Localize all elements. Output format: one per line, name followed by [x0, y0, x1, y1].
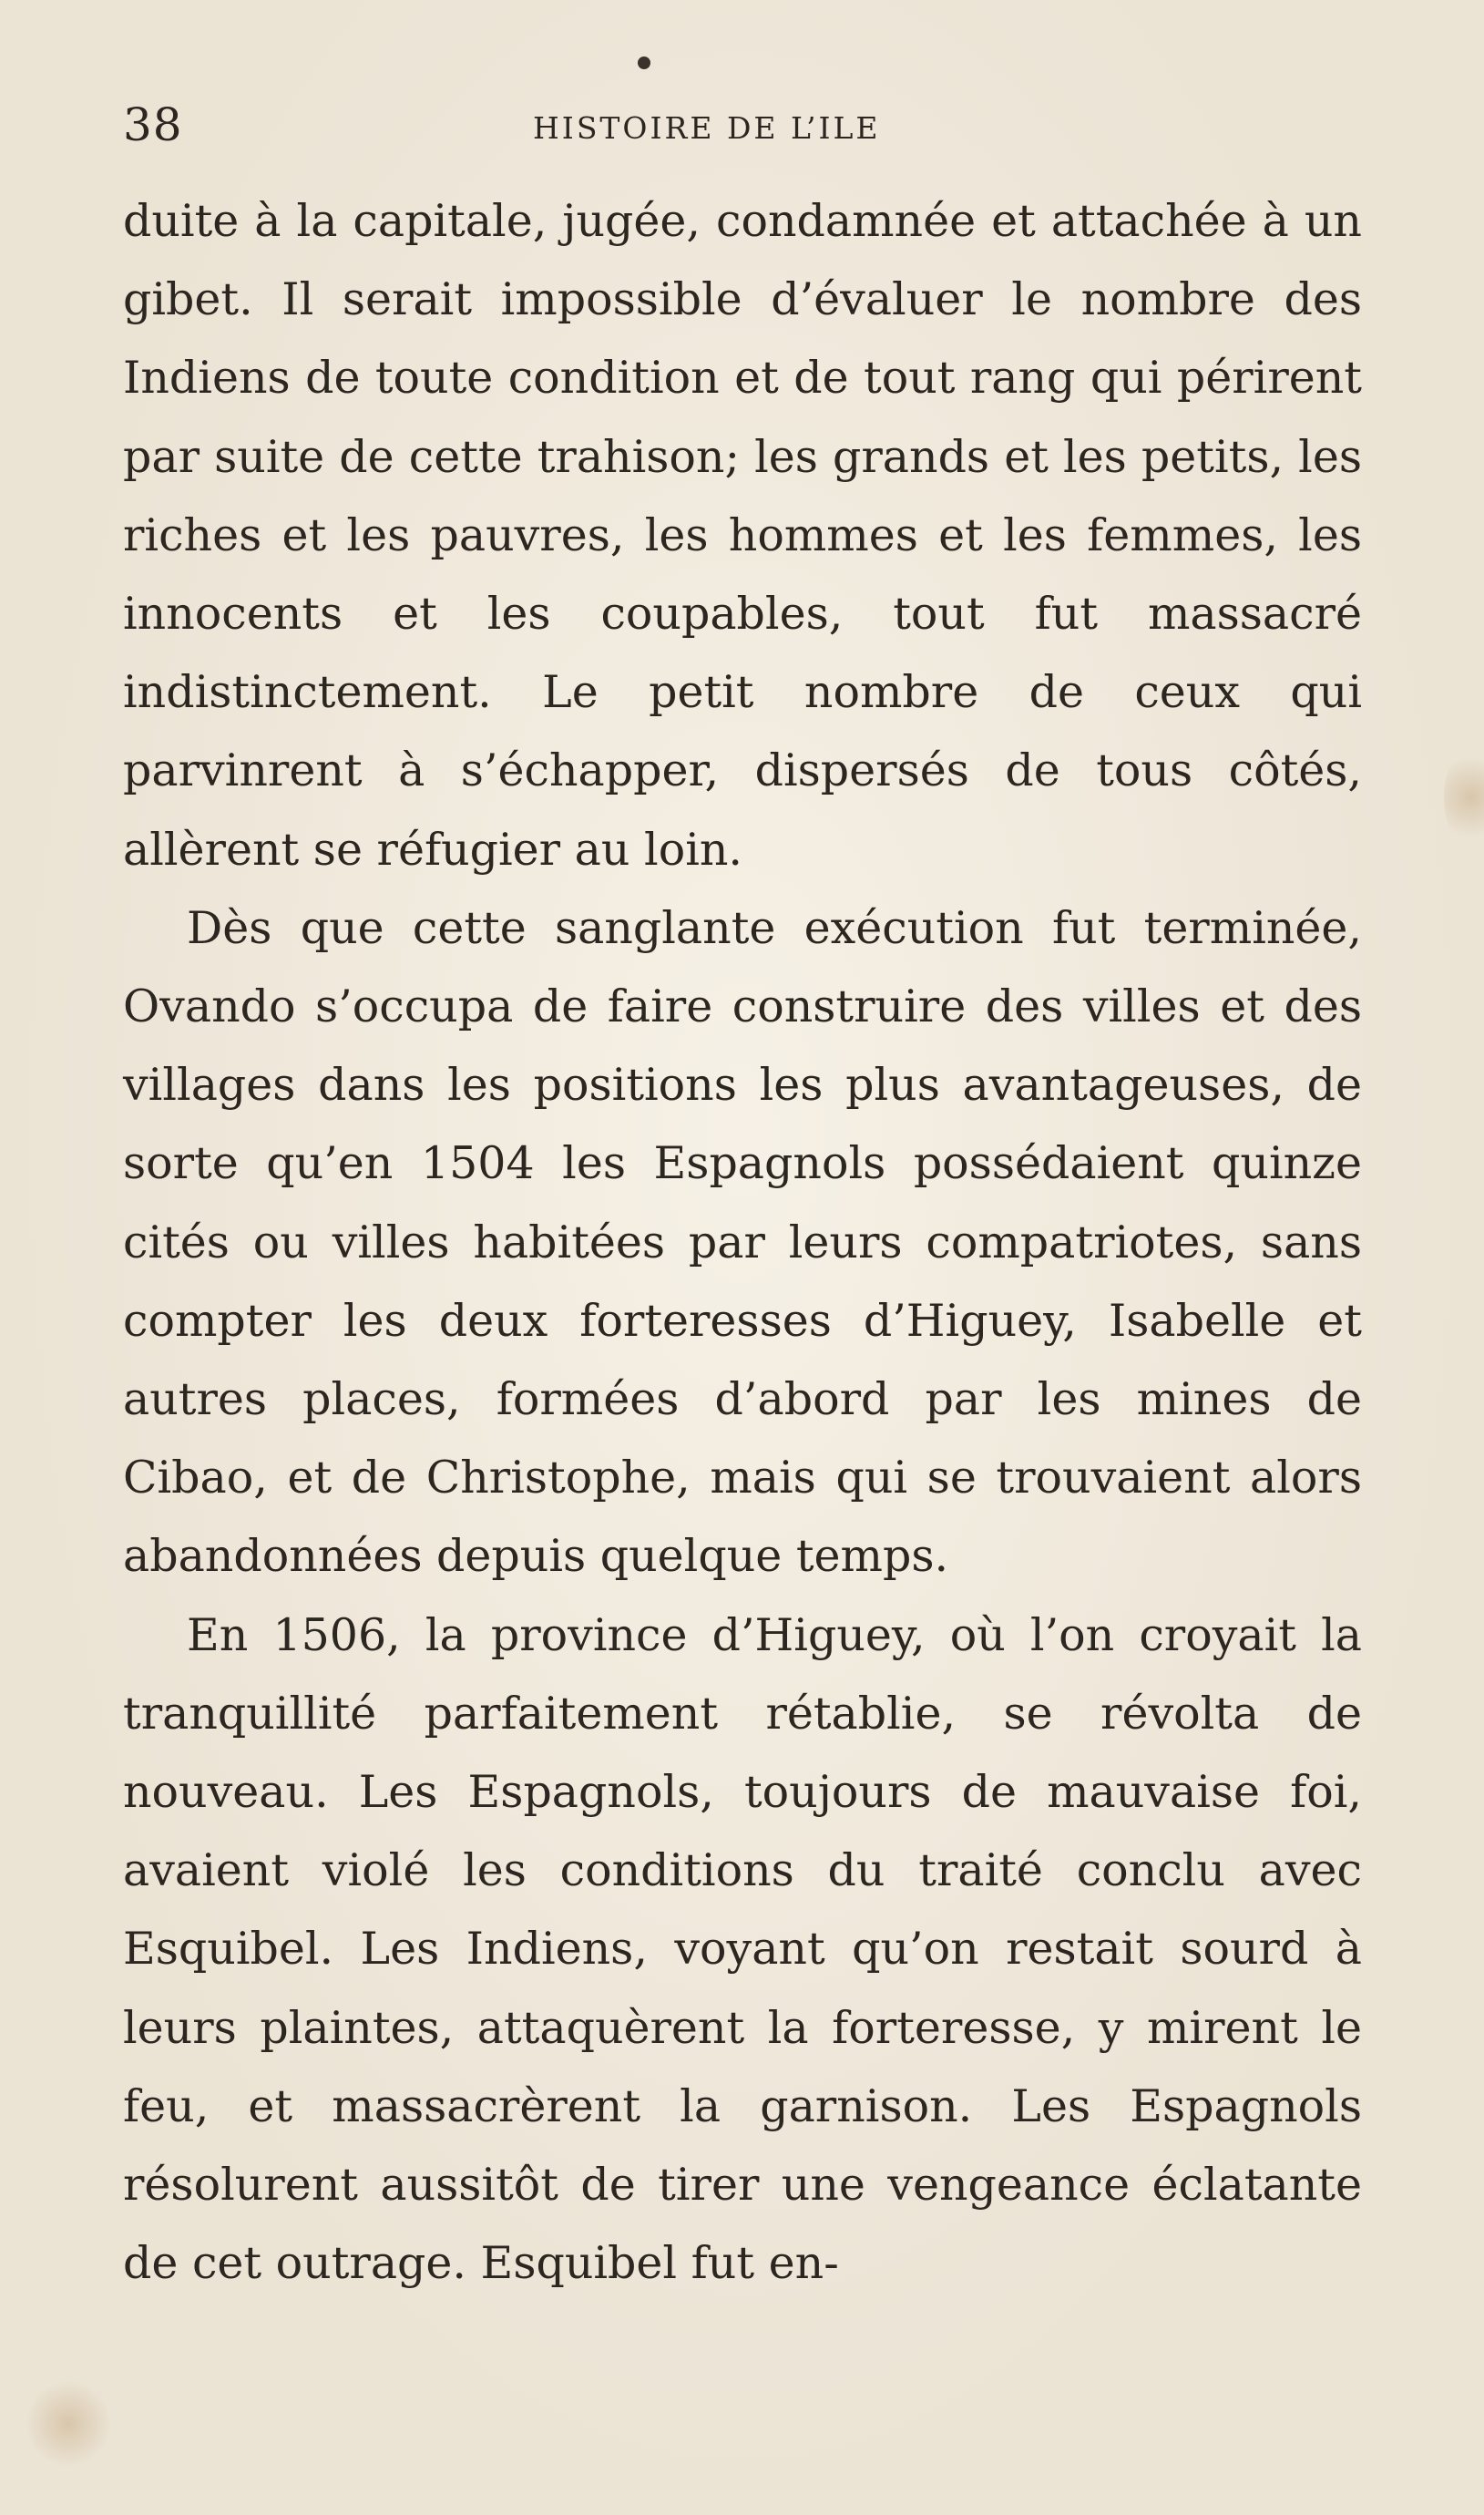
paper-stain [27, 2378, 109, 2469]
paragraph-3: En 1506, la province d’Higuey, où l’on croyait la tranquillité parfaitement rétablie, se révolta de nouveau. Les Espagnols, toujours de mauvaise foi, avaient violé les conditions du traité conclu avec Esquibel. Les Indiens, voyant qu’on restait sourd à leurs plaintes, attaquèrent la forteresse, y mirent le feu, et massacrèrent la garnison. Les Espagnols résolurent aussitôt de tirer une vengeance éclatante de cet outrage. Esquibel fut en- [123, 1608, 1362, 2290]
body-text [123, 182, 1362, 2303]
paragraph-2: Dès que cette sanglante exécution fut terminée, Ovando s’occupa de faire construire des villes et des villages dans les positions les plus avantageuses, de sorte qu’en 1504 les Espagnols possédaient quinze cités ou villes habitées par leurs compatriotes, sans compter les deux forteresses d’Higuey, Isabelle et autres places, formées d’abord par les mines de Cibao, et de Christophe, mais qui se trouvaient alors abandonnées depuis quelque temps. [123, 901, 1362, 1583]
page-header [123, 93, 1362, 157]
paper-stain [1444, 747, 1484, 847]
page-number: 38 [123, 98, 183, 151]
paragraph-1: duite à la capitale, jugée, condamnée et attachée à un gibet. Il serait impossible d’évaluer le nombre des Indiens de toute condition et de tout rang qui périrent par suite de cette trahison; les grands et les petits, les riches et les pauvres, les hommes et les femmes, les innocents et les coupables, tout fut massacré indistinctement. Le petit nombre de ceux qui parvinrent à s’échapper, dispersés de tous côtés, allèrent se réfugier au loin. [123, 195, 1362, 876]
printer-ornament-dot [638, 56, 650, 69]
running-title: HISTOIRE DE L’ILE [533, 110, 881, 146]
